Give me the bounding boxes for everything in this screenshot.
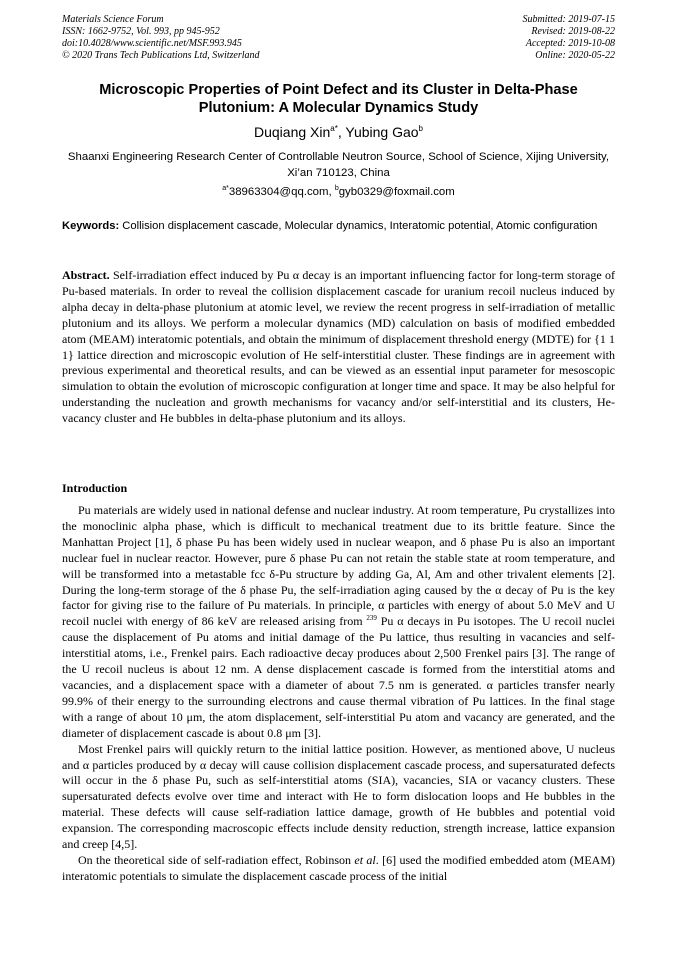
email-b-marker: b <box>334 185 339 192</box>
date-accepted: Accepted: 2019-10-08 <box>525 38 615 49</box>
date-revised: Revised: 2019-08-22 <box>531 26 615 37</box>
introduction-body <box>62 503 615 885</box>
paragraph-1-part-b: Pu α decays in Pu isotopes. The U recoil nuclei cause the displacement of Pu atoms and initial damage of the Pu lattice, thus resulting in vacancies and self-interstitial atoms, i.e., Frenkel pairs. Each radioactive decay produces about 2,500 Frenkel pairs [3]. The range of the U recoil nucleus is about 12 nm. A dense displacement cascade is formed from the interstitial atoms and vacancies, and a displacement space with a diameter of about 7.5 nm is generated. α particles transfer nearly 99.9% of their energy to the surrounding electrons and cause thermal vibration of Pu lattices. In the final stage with a range of about 10 μm, the atom displacement, self-interstitial Pu atom and vacancy are generated, and the diameter of displacement cascade is about 0.8 μm [3]. <box>62 614 615 740</box>
paper-title: Microscopic Properties of Point Defect and its Cluster in Delta-Phase Plutonium: A Molecular Dynamics Study <box>99 82 578 116</box>
author-emails <box>62 184 615 200</box>
submission-dates <box>523 14 616 62</box>
paragraph-1 <box>62 503 615 742</box>
keywords-label: Keywords: <box>62 220 120 232</box>
section-heading-introduction: Introduction <box>62 481 128 495</box>
email-b[interactable]: gyb0329@foxmail.com <box>338 186 455 198</box>
journal-issn: ISSN: 1662-9752, Vol. 993, pp 945-952 <box>62 26 220 37</box>
journal-doi[interactable]: doi:10.4028/www.scientific.net/MSF.993.945 <box>62 38 242 49</box>
author-line <box>62 123 615 141</box>
abstract <box>62 268 615 427</box>
keywords <box>62 219 615 234</box>
journal-copyright: © 2020 Trans Tech Publications Ltd, Switzerland <box>62 50 260 61</box>
paragraph-3-part-a: On the theoretical side of self-radiation effect, Robinson <box>78 852 355 867</box>
paragraph-1-part-a: Pu materials are widely used in national defense and nuclear industry. At room temperature, Pu crystallizes into the monoclinic alpha phase, which is difficult to mechanical treatment due to its brittle feature. Since the Manhattan Project [1], δ phase Pu has been widely used in nuclear weapon, and δ phase Pu is also an important nuclear fuel in nuclear reactor. However, pure δ phase Pu can not retain the stable state at room temperature, and will be transformed into a metastable fcc δ-Pu structure by adding Ga, Al, Am and other trivalent elements [2]. During the long-term storage of the δ phase Pu, the self-irradiation aging caused by the α decay of Pu is the key factor for giving rise to the failure of Pu materials. In principle, α particles with energy of about 5.0 MeV and U recoil nuclei with energy of 86 keV are released arising from <box>62 503 615 629</box>
journal-name: Materials Science Forum <box>62 14 164 25</box>
email-a[interactable]: 38963304@qq.com, <box>228 186 335 198</box>
journal-info <box>62 14 260 62</box>
paragraph-3-part-b: . [6] used the modified embedded atom (MEAM) interatomic potentials to simulate the displacement cascade process of the initial <box>62 852 615 883</box>
abstract-text: Self-irradiation effect induced by Pu α decay is an important influencing factor for long-term storage of Pu-based materials. In order to reveal the collision displacement cascade for uranium recoil nucleus induced by alpha decay in delta-phase plutonium at atomic level, we review the recent progress in self-irradiation of metallic plutonium and its alloys. We perform a molecular dynamics (MD) calculation on basis of modified embedded atom (MEAM) interatomic potentials, and obtain the minimum of displacement threshold energy (MDTE) for {1 1 1} lattice direction and microscopic evolution of He self-interstitial cluster. These findings are in agreement with previous experimental and theoretical results, and can be viewed as an essential input parameter for mesoscopic simulation to obtain the evolution of microscopic configuration at longer time and space. It may be also helpful for understanding the nucleation and growth mechanisms for vacancy and/or self-interstitial and its clusters, He-vacancy cluster and He bubbles in delta-phase plutonium and its alloys. <box>62 268 615 426</box>
isotope-superscript: 239 <box>366 614 377 623</box>
paragraph-3-italic: et al <box>354 852 376 867</box>
date-submitted: Submitted: 2019-07-15 <box>522 14 615 25</box>
date-online: Online: 2020-05-22 <box>535 50 615 61</box>
keywords-text: Collision displacement cascade, Molecular dynamics, Interatomic potential, Atomic configuration <box>119 220 598 232</box>
author-2-name: Yubing Gao <box>345 124 419 140</box>
paragraph-3 <box>62 853 615 885</box>
email-a-marker: a* <box>222 185 229 192</box>
paragraph-2: Most Frenkel pairs will quickly return to the initial lattice position. However, as mentioned above, U nucleus and α particles produced by α decay will cause collision displacement cascade process, and supersaturated defects will occur in the δ phase Pu, such as self-interstitial atoms (SIA), vacancies, SIA or vacancy clusters. These supersaturated defects evolve over time and interact with He to form dislocation loops and He bubbles in the material. These defects will cause self-radiation lattice damage, growth of He bubbles and potential void expansion. The corresponding macroscopic effects include density reduction, strength increase, lattice expansion and creep [4,5]. <box>62 741 615 852</box>
affiliation: Shaanxi Engineering Research Center of Controllable Neutron Source, School of Science, Xijing University, Xi’an 710123, China <box>67 151 610 179</box>
author-1-name: Duqiang Xin <box>254 124 331 140</box>
abstract-label: Abstract. <box>62 268 110 282</box>
author-2-marker: b <box>418 124 423 133</box>
author-separator: , <box>337 124 346 140</box>
author-1-marker: a* <box>330 124 338 133</box>
